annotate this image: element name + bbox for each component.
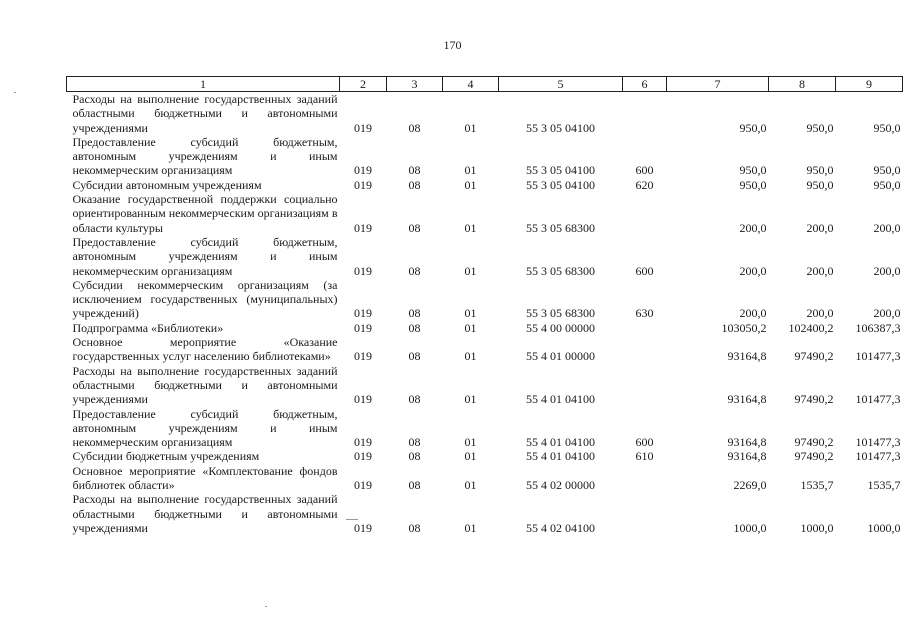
cell-amount-year3: 101477,3 bbox=[855, 449, 901, 464]
cell-expense-type: 610 bbox=[635, 449, 654, 464]
cell-target-article: 55 3 05 68300 bbox=[526, 263, 595, 278]
cell-amount-year2: 950,0 bbox=[806, 120, 834, 135]
cell-amount-year1: 950,0 bbox=[739, 163, 767, 178]
cell-subsection: 01 bbox=[464, 478, 477, 493]
col-header: 2 bbox=[340, 77, 387, 92]
cell-amount-year1: 950,0 bbox=[739, 120, 767, 135]
cell-section: 08 bbox=[408, 220, 421, 235]
cell-section: 08 bbox=[408, 520, 421, 535]
cell-subsection: 01 bbox=[464, 177, 477, 192]
cell-expense-type: 600 bbox=[635, 263, 654, 278]
cell-amount-year1: 200,0 bbox=[739, 306, 767, 321]
cell-amount-year2: 1535,7 bbox=[800, 478, 834, 493]
col-header: 3 bbox=[387, 77, 443, 92]
cell-amount-year3: 1000,0 bbox=[867, 520, 901, 535]
cell-subsection: 01 bbox=[464, 349, 477, 364]
cell-ministry-code: 019 bbox=[354, 306, 372, 321]
cell-amount-year2: 200,0 bbox=[806, 220, 834, 235]
cell-expense-type bbox=[623, 492, 667, 535]
col-header: 9 bbox=[836, 77, 903, 92]
cell-subsection: 01 bbox=[464, 163, 477, 178]
cell-section: 08 bbox=[408, 177, 421, 192]
cell-amount-year2: 102400,2 bbox=[788, 320, 834, 335]
row-name: Расходы на выполнение государственных заданий областными бюджетными и автономными учреждениями bbox=[72, 363, 338, 407]
cell-section: 08 bbox=[408, 120, 421, 135]
cell-amount-year2: 97490,2 bbox=[794, 349, 834, 364]
cell-amount-year2: 950,0 bbox=[806, 163, 834, 178]
cell-amount-year2: 200,0 bbox=[806, 306, 834, 321]
col-header: 6 bbox=[623, 77, 667, 92]
table-row bbox=[67, 321, 903, 335]
row-name: Предоставление субсидий бюджетным, автономным учреждениям и иным некоммерческим организациям bbox=[72, 406, 338, 450]
cell-target-article: 55 4 01 04100 bbox=[526, 435, 595, 450]
cell-target-article: 55 4 01 00000 bbox=[526, 349, 595, 364]
cell-amount-year2: 200,0 bbox=[806, 263, 834, 278]
cell-section: 08 bbox=[408, 478, 421, 493]
cell-section: 08 bbox=[408, 320, 421, 335]
cell-amount-year1: 93164,8 bbox=[727, 449, 767, 464]
cell-target-article: 55 4 02 04100 bbox=[526, 520, 595, 535]
table-row bbox=[67, 92, 903, 135]
cell-target-article: 55 4 01 04100 bbox=[526, 449, 595, 464]
cell-section: 08 bbox=[408, 349, 421, 364]
cell-amount-year1: 103050,2 bbox=[721, 320, 767, 335]
table-row bbox=[67, 192, 903, 235]
cell-ministry-code: 019 bbox=[354, 520, 372, 535]
col-header: 1 bbox=[67, 77, 340, 92]
cell-ministry-code: 019 bbox=[354, 320, 372, 335]
cell-target-article: 55 3 05 68300 bbox=[526, 306, 595, 321]
cell-ministry-code: 019 bbox=[354, 220, 372, 235]
cell-section: 08 bbox=[408, 263, 421, 278]
col-header: 8 bbox=[769, 77, 836, 92]
cell-amount-year3: 101477,3 bbox=[855, 349, 901, 364]
cell-ministry-code: 019 bbox=[354, 435, 372, 450]
cell-ministry-code: 019 bbox=[354, 263, 372, 278]
cell-ministry-code: 019 bbox=[354, 478, 372, 493]
cell-amount-year3: 1535,7 bbox=[867, 478, 901, 493]
row-name: Расходы на выполнение государственных заданий областными бюджетными и автономными учреждениями bbox=[72, 492, 338, 535]
cell-amount-year3: 101477,3 bbox=[855, 435, 901, 450]
cell-amount-year1: 950,0 bbox=[739, 177, 767, 192]
cell-expense-type: 620 bbox=[635, 177, 654, 192]
table-row bbox=[67, 492, 903, 535]
table-row bbox=[67, 464, 903, 493]
cell-subsection: 01 bbox=[464, 449, 477, 464]
cell-section: 08 bbox=[408, 163, 421, 178]
cell-amount-year2: 950,0 bbox=[806, 177, 834, 192]
cell-subsection: 01 bbox=[464, 220, 477, 235]
cell-ministry-code: 019 bbox=[354, 449, 372, 464]
row-name: Субсидии автономным учреждениям bbox=[72, 177, 262, 192]
cell-amount-year3: 101477,3 bbox=[855, 392, 901, 407]
cell-subsection: 01 bbox=[464, 120, 477, 135]
table-row bbox=[67, 135, 903, 178]
cell-expense-type: 630 bbox=[635, 306, 654, 321]
cell-expense-type bbox=[623, 92, 667, 135]
cell-target-article: 55 4 01 04100 bbox=[526, 392, 595, 407]
cell-target-article: 55 3 05 04100 bbox=[526, 177, 595, 192]
cell-ministry-code: 019 bbox=[354, 392, 372, 407]
cell-amount-year2: 97490,2 bbox=[794, 392, 834, 407]
cell-amount-year1: 200,0 bbox=[739, 220, 767, 235]
cell-target-article: 55 3 05 04100 bbox=[526, 120, 595, 135]
cell-section: 08 bbox=[408, 306, 421, 321]
page-number: 170 bbox=[443, 38, 462, 52]
cell-subsection: 01 bbox=[464, 263, 477, 278]
cell-expense-type bbox=[623, 335, 667, 364]
row-name: Основное мероприятие «Комплектование фондов библиотек области» bbox=[72, 463, 338, 493]
budget-table bbox=[66, 76, 903, 535]
col-header: 5 bbox=[499, 77, 623, 92]
header-row bbox=[67, 77, 903, 92]
cell-subsection: 01 bbox=[464, 306, 477, 321]
cell-amount-year3: 950,0 bbox=[873, 120, 901, 135]
cell-expense-type bbox=[623, 321, 667, 335]
cell-amount-year1: 93164,8 bbox=[727, 392, 767, 407]
cell-subsection: 01 bbox=[464, 520, 477, 535]
cell-amount-year1: 200,0 bbox=[739, 263, 767, 278]
row-name: Расходы на выполнение государственных заданий областными бюджетными и автономными учреждениями bbox=[72, 92, 338, 135]
cell-expense-type bbox=[623, 192, 667, 235]
cell-amount-year3: 950,0 bbox=[873, 163, 901, 178]
cell-amount-year3: 200,0 bbox=[873, 263, 901, 278]
cell-subsection: 01 bbox=[464, 392, 477, 407]
cell-amount-year2: 1000,0 bbox=[800, 520, 834, 535]
cell-subsection: 01 bbox=[464, 320, 477, 335]
cell-section: 08 bbox=[408, 435, 421, 450]
row-name: Субсидии некоммерческим организациям (за исключением государственных (муниципальных) учреждений) bbox=[72, 277, 338, 321]
cell-ministry-code: 019 bbox=[354, 163, 372, 178]
row-name: Оказание государственной поддержки социально ориентированным некоммерческим организациям в области культуры bbox=[72, 192, 338, 235]
cell-amount-year1: 93164,8 bbox=[727, 435, 767, 450]
row-name: Субсидии бюджетным учреждениям bbox=[72, 449, 260, 464]
cell-amount-year3: 950,0 bbox=[873, 177, 901, 192]
cell-section: 08 bbox=[408, 449, 421, 464]
cell-expense-type: 600 bbox=[635, 435, 654, 450]
cell-subsection: 01 bbox=[464, 435, 477, 450]
cell-ministry-code: 019 bbox=[354, 177, 372, 192]
cell-ministry-code: 019 bbox=[354, 120, 372, 135]
col-header: 7 bbox=[667, 77, 769, 92]
row-name: Основное мероприятие «Оказание государственных услуг населению библиотеками» bbox=[72, 335, 338, 364]
table-row bbox=[67, 178, 903, 192]
cell-target-article: 55 3 05 04100 bbox=[526, 163, 595, 178]
scan-speck bbox=[265, 606, 267, 607]
cell-amount-year1: 1000,0 bbox=[733, 520, 767, 535]
table-row bbox=[67, 449, 903, 463]
cell-amount-year3: 200,0 bbox=[873, 306, 901, 321]
cell-amount-year1: 2269,0 bbox=[733, 478, 767, 493]
cell-amount-year1: 93164,8 bbox=[727, 349, 767, 364]
cell-ministry-code: 019 bbox=[354, 349, 372, 364]
table-row bbox=[67, 364, 903, 407]
cell-target-article: 55 4 02 00000 bbox=[526, 478, 595, 493]
cell-amount-year3: 200,0 bbox=[873, 220, 901, 235]
table-row bbox=[67, 335, 903, 364]
cell-amount-year3: 106387,3 bbox=[855, 320, 901, 335]
row-name: Подпрограмма «Библиотеки» bbox=[72, 320, 224, 335]
cell-target-article: 55 4 00 00000 bbox=[526, 320, 595, 335]
row-name: Предоставление субсидий бюджетным, автономным учреждениям и иным некоммерческим организациям bbox=[72, 134, 338, 178]
row-name: Предоставление субсидий бюджетным, автономным учреждениям и иным некоммерческим организациям bbox=[72, 234, 338, 278]
cell-amount-year2: 97490,2 bbox=[794, 435, 834, 450]
cell-expense-type: 600 bbox=[635, 163, 654, 178]
cell-amount-year2: 97490,2 bbox=[794, 449, 834, 464]
table-row bbox=[67, 278, 903, 321]
cell-expense-type bbox=[623, 464, 667, 493]
cell-section: 08 bbox=[408, 392, 421, 407]
scan-speck bbox=[346, 519, 358, 520]
scan-speck bbox=[14, 92, 16, 93]
table-row bbox=[67, 407, 903, 450]
cell-target-article: 55 3 05 68300 bbox=[526, 220, 595, 235]
table-row bbox=[67, 235, 903, 278]
cell-expense-type bbox=[623, 364, 667, 407]
col-header: 4 bbox=[443, 77, 499, 92]
